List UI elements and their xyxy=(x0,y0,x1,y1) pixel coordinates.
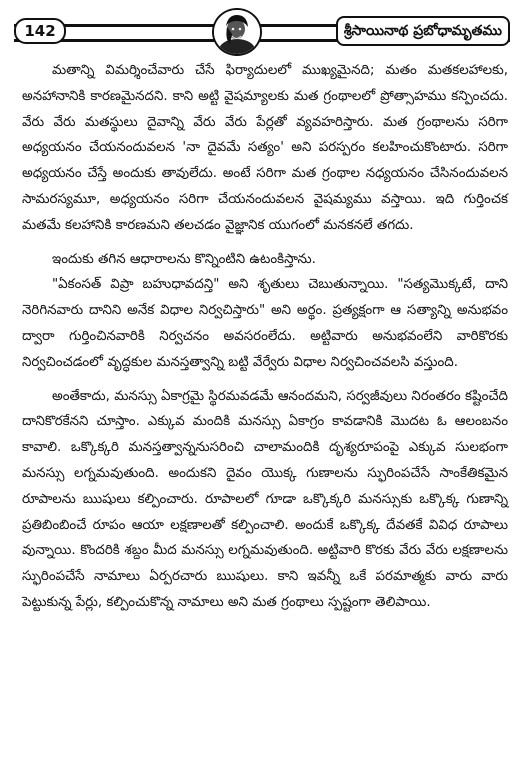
body-text xyxy=(22,58,508,616)
book-title: శ్రీసాయినాథ ప్రబోధామృతము xyxy=(336,16,510,46)
paragraph-3: "ఏకంసత్ విప్రా బహుధావదన్తి" అని శృతులు చెబుతున్నాయి. "సత్యమొక్కటే, దాని నెరిగినవారు దానిని అనేక విధాల నిర్వచిస్తారు" అని అర్థం. ప్రత్యక్షంగా ఆ సత్యాన్ని అనుభవం ద్వారా గుర్తించినవారికి నిర్వచనం అవసరంలేదు. అట్టివారు అనుభవంలేని వారికొరకు నిర్వచించడంలో వృద్ధకుల మనస్తత్వాన్ని బట్టి వేర్వేరు విధాల నిర్వచించవలసి వస్తుంది. xyxy=(22,277,508,370)
paragraph-1: మతాన్ని విమర్శించేవారు చేసే ఫిర్యాదులలో ముఖ్యమైనది; మతం మతకలహాలకు, అనహానానికి కారణమైనదని. కాని అట్టి వైషమ్యాలకు మత గ్రంథాలలో ప్రోత్సాహము కన్పించదు. వేరు వేరు మతస్థులు దైవాన్ని వేరు వేరు పేర్లతో వ్యవహరిస్తారు. మత గ్రంథాలను సరిగా అధ్యయనం చేయనందువలన 'నా దైవమే సత్యం' అని పరస్పరం కలహించుకొంటారు. సరిగా అధ్యయనం చేస్తే అందుకు తావులేదు. అంటే సరిగా మత గ్రంథాల నధ్యయనం చేసినందువలన సామరస్యమూ, అధ్యయనం సరిగా చేయనందువలన వైషమ్యము వస్తాయి. ఇది గుర్తించక మతమే కలహానికి కారణమని తలచడం వైజ్ఞానిక యుగంలో మనకనలే తగదు. xyxy=(22,63,508,233)
page-number: 142 xyxy=(14,18,66,44)
sai-baba-portrait-icon xyxy=(212,8,262,56)
paragraph-4: అంతేకాదు, మనస్సు ఏకాగ్రమై స్థిరమవడమే ఆనందమని, సర్వజీవులు నిరంతరం కష్టించేది దానికొరకేనని చూస్తాం. ఎక్కువ మందికి మనస్సు ఏకాగ్రం కావడానికి మొదట ఓ ఆలంబనం కావాలి. ఒక్కొక్కరి మనస్తత్వాన్ననుసరించి చాలామందికి దృశ్యరూపంపై ఎక్కువ సులభంగా మనస్సు లగ్నమవుతుంది. అందుకని దైవం యొక్క గుణాలను స్ఫురింపచేసే సాంకేతికమైన రూపాలను ఋషులు కల్పించారు. రూపాలలో గూడా ఒక్కొక్కరి మనస్సుకు ఒక్కొక్క గుణాన్ని ప్రతిబింబించే రూపం ఆయా లక్షణాలతో కల్పించాలి. అందుకే ఒక్కొక్క దేవతకే వివిధ రూపాలు వున్నాయి. కొందరికి శబ్దం మీద మనస్సు లగ్నమవుతుంది. అట్టివారి కొరకు వేరు వేరు లక్షణాలను స్ఫురింపచేసే నామాలు ఏర్పరచారు ఋషులు. కాని ఇవన్నీ ఒకే పరమాత్మకు వారు వారు పెట్టుకున్న పేర్లు, కల్పించుకొన్న నామాలు అని మత గ్రంథాలు స్పష్టంగా తెలిపాయి. xyxy=(22,388,508,610)
paragraph-2: ఇందుకు తగిన ఆధారాలను కొన్నింటిని ఉటంకిస్తాను. xyxy=(52,251,316,267)
page-header xyxy=(14,8,510,52)
